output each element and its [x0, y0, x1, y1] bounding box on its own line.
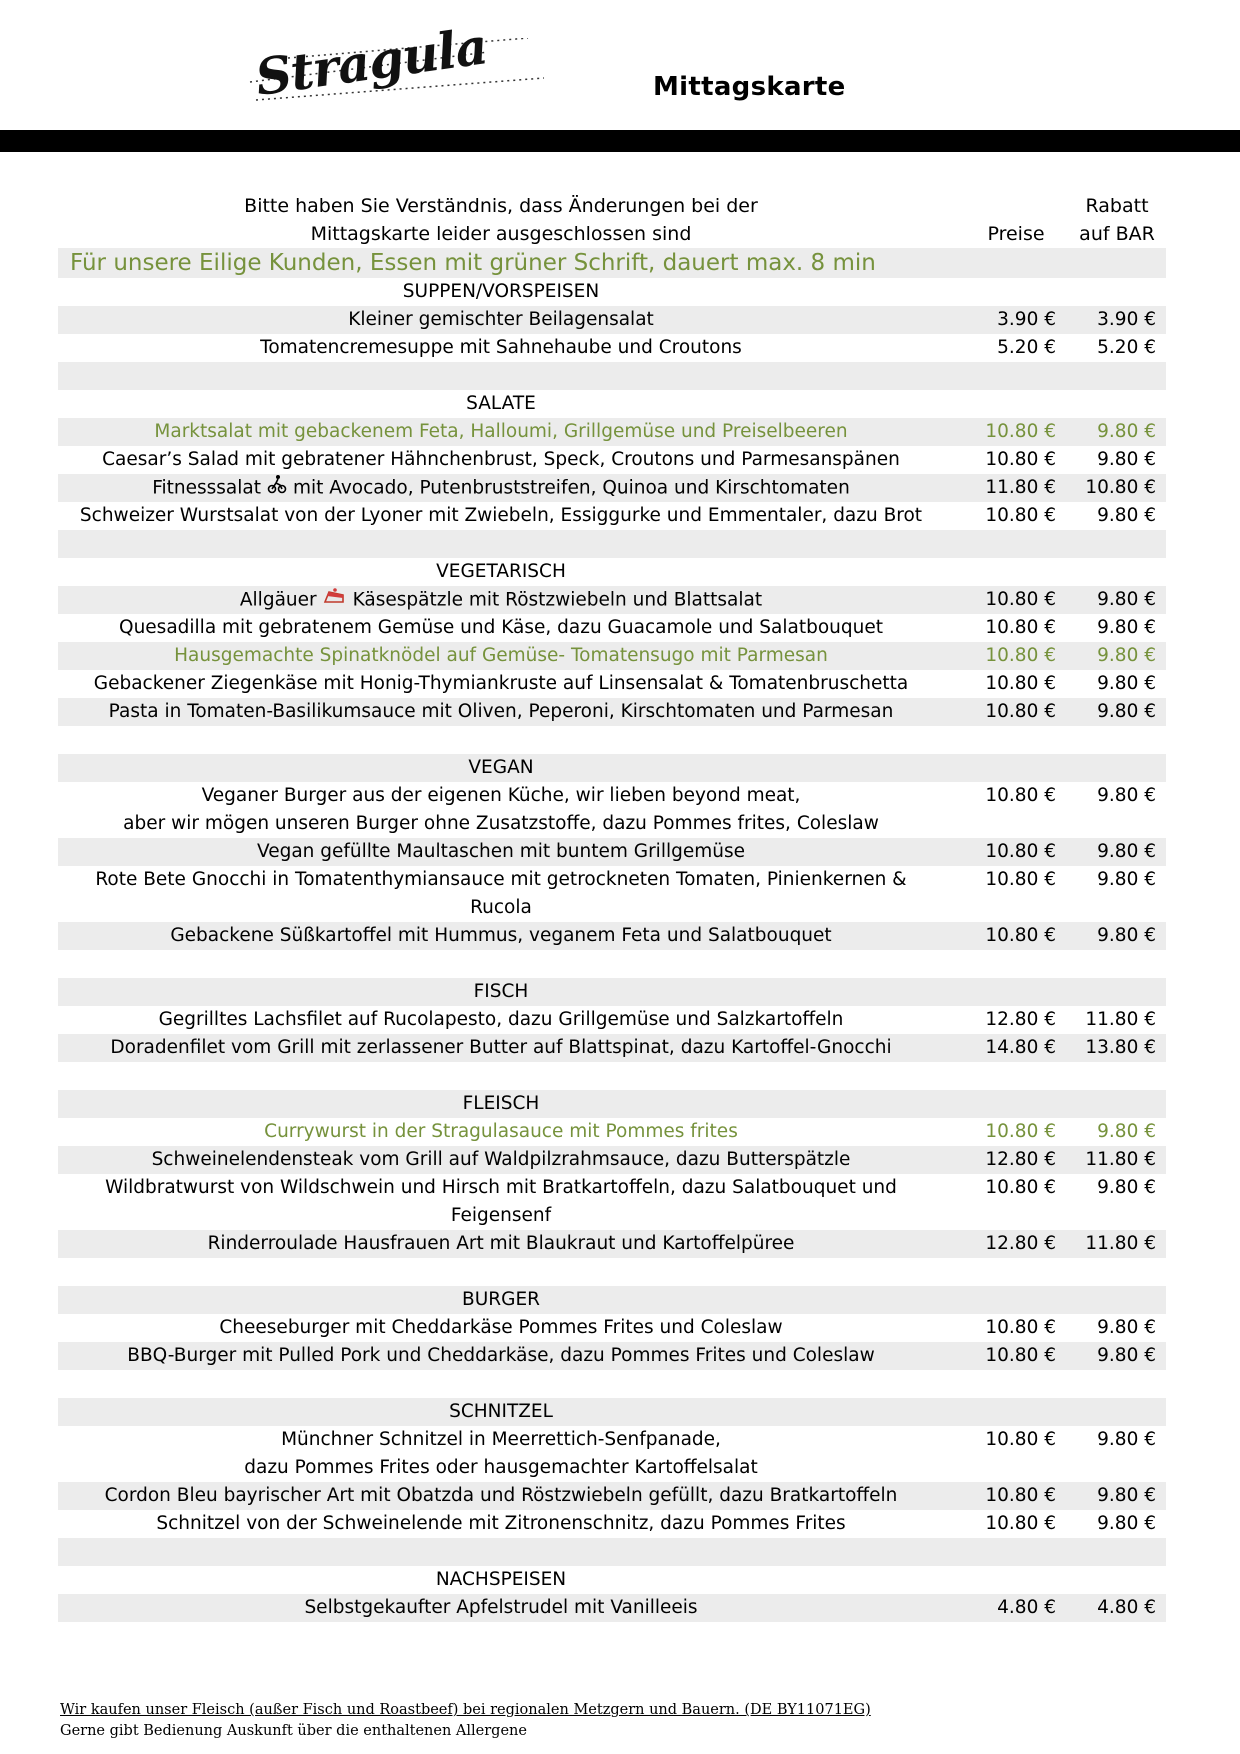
- price: 10.80 €: [985, 1345, 1056, 1366]
- menu-item-row: [58, 418, 1166, 446]
- category-title: FLEISCH: [462, 1093, 540, 1114]
- cash-discount-price: 9.80 €: [1097, 1317, 1156, 1338]
- category-title: SCHNITZEL: [449, 1401, 553, 1422]
- category-row: [58, 390, 1166, 418]
- menu-item-row: [58, 698, 1166, 726]
- menu-item-row: [58, 866, 1166, 894]
- price: 10.80 €: [985, 701, 1056, 722]
- category-row: [58, 1398, 1166, 1426]
- price: 10.80 €: [985, 1177, 1056, 1198]
- menu-item-row: [58, 1034, 1166, 1062]
- discount-header-line1: Rabatt: [1085, 195, 1149, 217]
- category-row: [58, 1090, 1166, 1118]
- dish-name: Caesar’s Salad mit gebratener Hähnchenbrust, Speck, Croutons und Parmesanspänen: [102, 449, 900, 470]
- continuation-row: [58, 1454, 1166, 1482]
- category-title: SUPPEN/VORSPEISEN: [402, 281, 600, 302]
- spacer-row: [58, 1062, 1166, 1090]
- menu-item-row: [58, 782, 1166, 810]
- price: 10.80 €: [985, 505, 1056, 526]
- price: 10.80 €: [985, 869, 1056, 890]
- price: 10.80 €: [985, 1485, 1056, 1506]
- cake-icon: [323, 586, 347, 615]
- dish-name: Rote Bete Gnocchi in Tomatenthymiansauce mit getrockneten Tomaten, Pinienkernen &: [95, 869, 907, 890]
- dish-name: Pasta in Tomaten-Basilikumsauce mit Oliven, Peperoni, Kirschtomaten und Parmesan: [108, 701, 894, 722]
- spacer-row: [58, 950, 1166, 978]
- category-title: BURGER: [462, 1289, 540, 1310]
- logo-text: Stragula: [251, 16, 491, 107]
- dish-name: Rinderroulade Hausfrauen Art mit Blaukraut und Kartoffelpüree: [207, 1233, 795, 1254]
- price: 12.80 €: [985, 1009, 1056, 1030]
- dish-name: aber wir mögen unseren Burger ohne Zusatzstoffe, dazu Pommes frites, Coleslaw: [123, 813, 879, 834]
- dish-name: Schweizer Wurstsalat von der Lyoner mit Zwiebeln, Essiggurke und Emmentaler, dazu Brot: [79, 505, 923, 526]
- spacer-row: [58, 1370, 1166, 1398]
- price: 5.20 €: [997, 337, 1056, 358]
- cash-discount-price: 9.80 €: [1097, 505, 1156, 526]
- price: 10.80 €: [985, 1513, 1056, 1534]
- cash-discount-price: 11.80 €: [1085, 1233, 1156, 1254]
- dish-name: Kleiner gemischter Beilagensalat: [348, 309, 654, 330]
- footer: [60, 1700, 871, 1742]
- dish-name: Selbstgekaufter Apfelstrudel mit Vanilleeis: [304, 1597, 698, 1618]
- price: 10.80 €: [985, 673, 1056, 694]
- dish-name: Currywurst in der Stragulasauce mit Pommes frites: [264, 1121, 738, 1142]
- dish-name: Hausgemachte Spinatknödel auf Gemüse- Tomatensugo mit Parmesan: [174, 645, 828, 666]
- cash-discount-price: 9.80 €: [1097, 785, 1156, 806]
- cash-discount-price: 9.80 €: [1097, 1177, 1156, 1198]
- menu-item-row: [58, 474, 1166, 502]
- stragula-logo: [248, 16, 548, 128]
- discount-header-line2: auf BAR: [1079, 223, 1155, 245]
- cash-discount-price: 9.80 €: [1097, 1121, 1156, 1142]
- menu-item-row: [58, 1230, 1166, 1258]
- dish-name: [58, 474, 944, 503]
- category-row: [58, 1286, 1166, 1314]
- continuation-row: [58, 1202, 1166, 1230]
- dish-name: Marktsalat mit gebackenem Feta, Halloumi, Grillgemüse und Preiselbeeren: [154, 421, 848, 442]
- dish-name-part1: Allgäuer: [239, 589, 317, 611]
- dish-name: Tomatencremesuppe mit Sahnehaube und Croutons: [260, 337, 742, 358]
- spacer-row: [58, 1538, 1166, 1566]
- cash-discount-price: 9.80 €: [1097, 701, 1156, 722]
- dish-name-part2: mit Avocado, Putenbruststreifen, Quinoa und Kirschtomaten: [292, 477, 850, 499]
- menu-item-row: [58, 1146, 1166, 1174]
- category-title: SALATE: [466, 393, 536, 414]
- dish-name: Wildbratwurst von Wildschwein und Hirsch mit Bratkartoffeln, dazu Salatbouquet und: [105, 1177, 897, 1198]
- cyclist-icon: [267, 474, 287, 503]
- menu-item-row: [58, 1118, 1166, 1146]
- dish-name: Feigensenf: [450, 1205, 552, 1226]
- spacer-row: [58, 530, 1166, 558]
- continuation-row: [58, 810, 1166, 838]
- dish-name: Gebackene Süßkartoffel mit Hummus, veganem Feta und Salatbouquet: [170, 925, 832, 946]
- discount-column-header: [1068, 192, 1166, 248]
- menu-item-row: [58, 446, 1166, 474]
- dish-name: [58, 586, 944, 615]
- menu-item-row: [58, 614, 1166, 642]
- dish-name-part1: Fitnesssalat: [152, 477, 261, 499]
- table-header: [58, 192, 1166, 248]
- price: 12.80 €: [985, 1233, 1056, 1254]
- category-title: NACHSPEISEN: [435, 1569, 567, 1590]
- cash-discount-price: 4.80 €: [1097, 1597, 1156, 1618]
- cash-discount-price: 9.80 €: [1097, 925, 1156, 946]
- cash-discount-price: 11.80 €: [1085, 1009, 1156, 1030]
- dish-name: Schweinelendensteak vom Grill auf Waldpilzrahmsauce, dazu Butterspätzle: [151, 1149, 851, 1170]
- cash-discount-price: 9.80 €: [1097, 1345, 1156, 1366]
- menu-item-row: [58, 922, 1166, 950]
- price: 3.90 €: [997, 309, 1056, 330]
- price: 10.80 €: [985, 785, 1056, 806]
- spacer-row: [58, 362, 1166, 390]
- change-note: [58, 192, 944, 248]
- cash-discount-price: 9.80 €: [1097, 1513, 1156, 1534]
- menu-item-row: [58, 1314, 1166, 1342]
- dish-name: Rucola: [470, 897, 532, 918]
- cash-discount-price: 9.80 €: [1097, 869, 1156, 890]
- cash-discount-price: 9.80 €: [1097, 421, 1156, 442]
- continuation-row: [58, 894, 1166, 922]
- price: 10.80 €: [985, 421, 1056, 442]
- price-column-header: Preise: [987, 223, 1045, 245]
- category-row: [58, 754, 1166, 782]
- cash-discount-price: 10.80 €: [1085, 477, 1156, 498]
- category-row: [58, 278, 1166, 306]
- cash-discount-price: 9.80 €: [1097, 673, 1156, 694]
- menu-item-row: [58, 1510, 1166, 1538]
- price: 10.80 €: [985, 841, 1056, 862]
- category-title: VEGETARISCH: [436, 561, 566, 582]
- category-row: [58, 978, 1166, 1006]
- dish-name: Gegrilltes Lachsfilet auf Rucolapesto, dazu Grillgemüse und Salzkartoffeln: [158, 1009, 844, 1030]
- spacer-row: [58, 1258, 1166, 1286]
- dish-name: BBQ-Burger mit Pulled Pork und Cheddarkäse, dazu Pommes Frites und Coleslaw: [127, 1345, 875, 1366]
- menu-item-row: [58, 1426, 1166, 1454]
- price: 10.80 €: [985, 645, 1056, 666]
- menu-table: [58, 192, 1166, 1622]
- cash-discount-price: 9.80 €: [1097, 841, 1156, 862]
- dish-name: Münchner Schnitzel in Meerrettich-Senfpanade,: [281, 1429, 721, 1450]
- header: [0, 0, 1240, 130]
- menu-item-row: [58, 502, 1166, 530]
- price: 12.80 €: [985, 1149, 1056, 1170]
- menu-item-row: [58, 334, 1166, 362]
- change-note-line2: Mittagskarte leider ausgeschlossen sind: [310, 223, 692, 245]
- cash-discount-price: 9.80 €: [1097, 1429, 1156, 1450]
- dish-name: Quesadilla mit gebratenem Gemüse und Käse, dazu Guacamole und Salatbouquet: [119, 617, 883, 638]
- menu-item-row: [58, 838, 1166, 866]
- price: 10.80 €: [985, 617, 1056, 638]
- category-row: [58, 1566, 1166, 1594]
- header-divider: [0, 130, 1240, 152]
- dish-name: Schnitzel von der Schweinelende mit Zitronenschnitz, dazu Pommes Frites: [156, 1513, 846, 1534]
- menu-rows: [58, 278, 1166, 1622]
- dish-name: Vegan gefüllte Maultaschen mit buntem Grillgemüse: [256, 841, 745, 862]
- menu-item-row: [58, 1594, 1166, 1622]
- dish-name: Cordon Bleu bayrischer Art mit Obatzda und Röstzwiebeln gefüllt, dazu Bratkartoffeln: [104, 1485, 898, 1506]
- category-title: FISCH: [473, 981, 529, 1002]
- page-title: Mittagskarte: [653, 72, 846, 102]
- price: 10.80 €: [985, 1317, 1056, 1338]
- price: 10.80 €: [985, 1121, 1056, 1142]
- menu-item-row: [58, 1174, 1166, 1202]
- cash-discount-price: 11.80 €: [1085, 1149, 1156, 1170]
- dish-name: Cheeseburger mit Cheddarkäse Pommes Frites und Coleslaw: [219, 1317, 783, 1338]
- category-row: [58, 558, 1166, 586]
- express-note: Für unsere Eilige Kunden, Essen mit grüner Schrift, dauert max. 8 min: [70, 250, 876, 276]
- express-note-row: [58, 248, 1166, 278]
- cash-discount-price: 9.80 €: [1097, 645, 1156, 666]
- price: 10.80 €: [985, 449, 1056, 470]
- cash-discount-price: 3.90 €: [1097, 309, 1156, 330]
- menu-item-row: [58, 1482, 1166, 1510]
- cash-discount-price: 9.80 €: [1097, 1485, 1156, 1506]
- price: 14.80 €: [985, 1037, 1056, 1058]
- menu-item-row: [58, 586, 1166, 614]
- menu-item-row: [58, 1342, 1166, 1370]
- menu-item-row: [58, 670, 1166, 698]
- menu-item-row: [58, 1006, 1166, 1034]
- menu-item-row: [58, 306, 1166, 334]
- footer-allergen-note: Gerne gibt Bedienung Auskunft über die enthaltenen Allergene: [60, 1723, 527, 1739]
- dish-name: dazu Pommes Frites oder hausgemachter Kartoffelsalat: [244, 1457, 758, 1478]
- price: 10.80 €: [985, 925, 1056, 946]
- dish-name: Doradenfilet vom Grill mit zerlassener Butter auf Blattspinat, dazu Kartoffel-Gnocchi: [110, 1037, 892, 1058]
- cash-discount-price: 13.80 €: [1085, 1037, 1156, 1058]
- category-title: VEGAN: [468, 757, 534, 778]
- price: 10.80 €: [985, 589, 1056, 610]
- cash-discount-price: 9.80 €: [1097, 449, 1156, 470]
- dish-name-part2: Käsespätzle mit Röstzwiebeln und Blattsalat: [352, 589, 763, 611]
- dish-name: Gebackener Ziegenkäse mit Honig-Thymiankruste auf Linsensalat & Tomatenbruschetta: [93, 673, 909, 694]
- cash-discount-price: 9.80 €: [1097, 617, 1156, 638]
- spacer-row: [58, 726, 1166, 754]
- cash-discount-price: 5.20 €: [1097, 337, 1156, 358]
- change-note-line1: Bitte haben Sie Verständnis, dass Änderungen bei der: [244, 195, 758, 217]
- menu-item-row: [58, 642, 1166, 670]
- price: 10.80 €: [985, 1429, 1056, 1450]
- price: 11.80 €: [985, 477, 1056, 498]
- price: 4.80 €: [997, 1597, 1056, 1618]
- cash-discount-price: 9.80 €: [1097, 589, 1156, 610]
- footer-sourcing-note: Wir kaufen unser Fleisch (außer Fisch und Roastbeef) bei regionalen Metzgern und Bauern. (DE BY11071EG): [60, 1702, 871, 1718]
- dish-name: Veganer Burger aus der eigenen Küche, wir lieben beyond meat,: [201, 785, 801, 806]
